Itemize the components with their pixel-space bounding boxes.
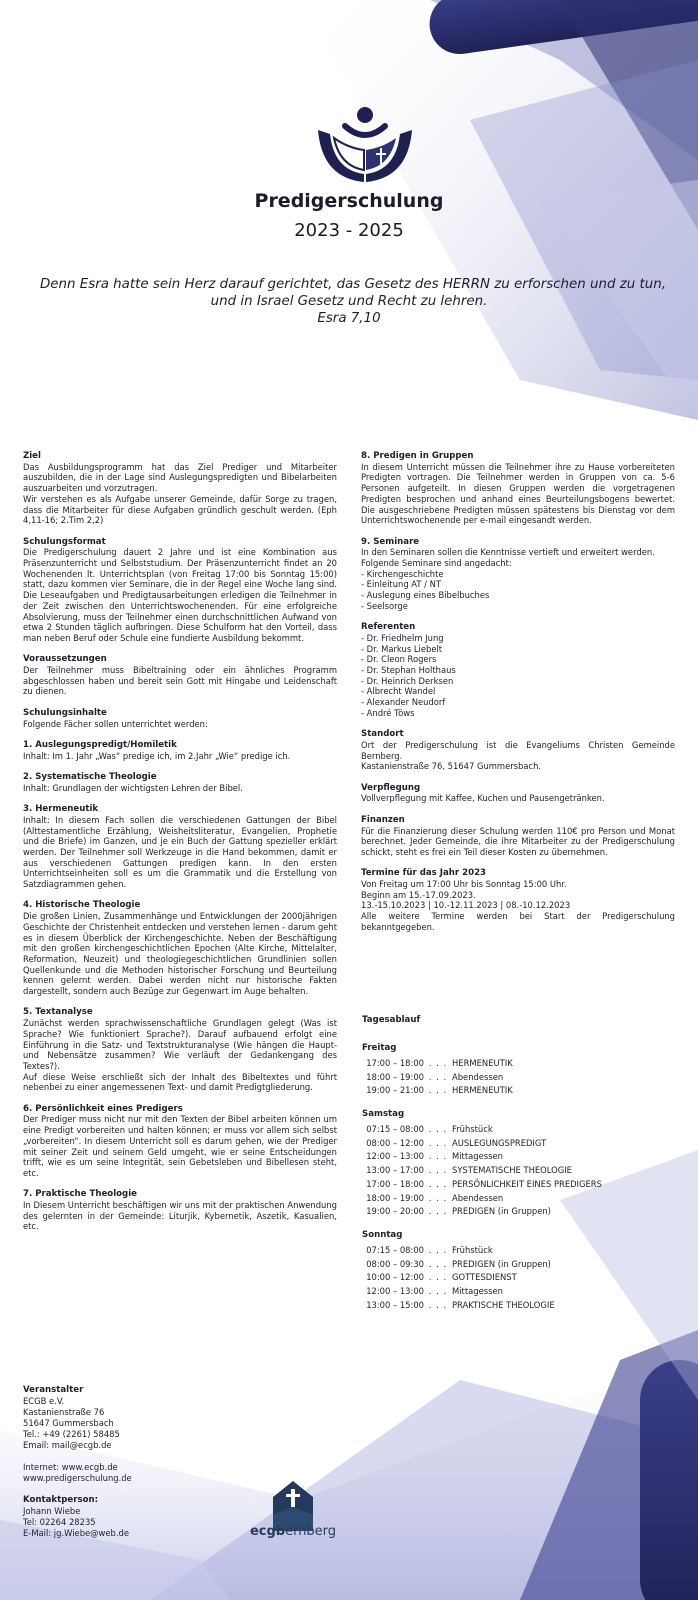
section-text: Für die Finanzierung dieser Schulung werden 110€ pro Person und Monat berechnet. Jeder Gemeinde, die ihre Mitarbeiter zu der Predigerschulung schickt, steht es frei ein Teil dieser Kosten zu übernehmen. (361, 825, 675, 857)
section-text: Kastanienstraße 76, 51647 Gummersbach. (361, 761, 542, 772)
section-title: Veranstalter (23, 1385, 84, 1395)
contact-name: Johann Wiebe (23, 1506, 81, 1516)
kontakt-block (23, 1495, 263, 1539)
dots: . . . (428, 1272, 448, 1283)
time: 10:00 – 12:00 (366, 1272, 424, 1283)
section-text: Von Freitag um 17:00 Uhr bis Sonntag 15:00 Uhr. (361, 879, 567, 890)
dots: . . . (428, 1244, 448, 1255)
activity: HERMENEUTIK (452, 1058, 513, 1068)
section-text: Das Ausbildungsprogramm hat das Ziel Prediger und Mitarbeiter auszubilden, die in der Lage sind Auslegungspredigten und Bibelarbeiten auszuarbeiten und vorzutragen. (23, 461, 337, 494)
dots: . . . (428, 1151, 448, 1162)
wordmark-rest: ernberg (285, 1524, 337, 1539)
section-text: Die Predigerschulung dauert 2 Jahre und ist eine Kombination aus Präsenzunterricht und Selbststudium. Der Präsenzunterricht findet an 20 Wochenenden lt. Unterrichtsplan (von Freitag 17:00 bis Sonntag 15:00) statt, dazu kommen vier Seminare, die in der Regel eine Woche lang sind. Die Leseaufgaben und Predigtausarbeitungen erledigen die Teilnehmer in der Zeit zwischen den Unterrichtswochenenden. Für eine erfolgreiche Absolvierung, muss der Teilnehmer einen durchschnittlichen Aufwand von etwa 2 Stunden täglich aufbringen. Diese Schulform hat den Vorteil, dass man neben Beruf oder Schule eine fundierte Ausbildung bekommt. (23, 547, 337, 643)
veranstalter-block (23, 1385, 263, 1451)
footer-contact (23, 1385, 263, 1550)
section-text: Ort der Predigerschulung ist die Evangeliums Christen Gemeinde Bernberg. (361, 739, 675, 761)
section-title: Verpflegung (361, 782, 421, 793)
time: 12:00 – 13:00 (366, 1285, 424, 1296)
section-predigen-in-gruppen (361, 451, 675, 526)
left-column (23, 451, 337, 1243)
dots: . . . (428, 1137, 448, 1148)
section-title: 9. Seminare (361, 536, 420, 547)
dots: . . . (428, 1058, 448, 1068)
org-street: Kastanienstraße 76 (23, 1407, 105, 1417)
section-title: 6. Persönlichkeit eines Predigers (23, 1103, 183, 1114)
section-title: Finanzen (361, 814, 405, 825)
schedule-row (362, 1244, 682, 1258)
section-text: Wir verstehen es als Aufgabe unserer Gemeinde, dafür Sorge zu tragen, dass die Mitarbeiter für diese Aufgaben gründlich geschult werden. (Eph 4,11-16; 2.Tim 2,2) (23, 493, 337, 526)
section-text: Inhalt: In diesem Fach sollen die verschiedenen Gattungen der Bibel (Alttestamentliche Erzählung, Weisheitsliteratur, Evangelien, Prophetie und die Briefe) im Ganzen, und je ein Buch der Gattung spezieller erklärt werden. Der Teilnehmer soll Werkzeuge in die Hand bekommen, damit er aus verschiedenen Gattungen predigen kann. In den ersten Unterrichtseinheiten soll es um die Grammatik und die Erstellung von Satzdiagrammen gehen. (23, 814, 337, 890)
schedule-row (362, 1137, 682, 1151)
time: 07:15 – 08:00 (366, 1244, 424, 1255)
activity: AUSLEGUNGSPREDIGT (452, 1137, 547, 1148)
day-name: Sonntag (362, 1229, 403, 1240)
list-item: - Alexander Neudorf (361, 697, 446, 708)
section-finanzen (361, 815, 675, 858)
time: 08:00 – 09:30 (366, 1258, 424, 1269)
time: 07:15 – 08:00 (366, 1124, 424, 1135)
org-city: 51647 Gummersbach (23, 1418, 114, 1428)
section-standort (361, 729, 675, 772)
page-years: 2023 - 2025 (294, 220, 404, 241)
section-title: Schulungsformat (23, 536, 106, 547)
activity: GOTTESDIENST (452, 1272, 517, 1283)
dots: . . . (428, 1071, 448, 1082)
quote-line-2: und in Israel Gesetz und Recht zu lehren. (210, 294, 488, 309)
activity: Abendessen (452, 1071, 504, 1082)
bible-quote (40, 276, 666, 327)
section-persoenlichkeit (23, 1104, 337, 1179)
activity: PREDIGEN (in Gruppen) (452, 1206, 551, 1217)
section-text: In den Seminaren sollen die Kenntnisse vertieft und erweitert werden. (361, 547, 655, 558)
activity: Mittagessen (452, 1151, 503, 1162)
activity: Frühstück (452, 1244, 493, 1255)
wordmark-bold: ecgb (249, 1524, 286, 1539)
section-historische-theologie (23, 900, 337, 996)
schedule-row (362, 1178, 682, 1192)
section-text: 13.-15.10.2023 | 10.-12.11.2023 | 08.-10.12.2023 (361, 900, 571, 911)
section-title: 5. Textanalyse (23, 1007, 93, 1018)
section-voraussetzungen (23, 654, 337, 697)
section-praktische-theologie (23, 1189, 337, 1232)
section-schulungsinhalte (23, 708, 337, 729)
schedule-row (362, 1164, 682, 1178)
list-item: - Dr. Stephan Holthaus (361, 665, 456, 676)
dots: . . . (428, 1178, 448, 1189)
schedule-row (362, 1084, 682, 1098)
time: 12:00 – 13:00 (366, 1151, 424, 1162)
time: 18:00 – 19:00 (366, 1071, 424, 1082)
day-name: Freitag (362, 1043, 397, 1053)
time: 18:00 – 19:00 (366, 1192, 424, 1203)
org-phone: Tel.: +49 (2261) 58485 (23, 1429, 120, 1439)
list-item: - Dr. Cleon Rogers (361, 654, 437, 665)
schedule-row (362, 1285, 682, 1299)
section-title: Voraussetzungen (23, 654, 107, 665)
dots: . . . (428, 1124, 448, 1135)
time: 19:00 – 21:00 (366, 1085, 424, 1096)
section-text: Folgende Seminare sind angedacht: (361, 558, 512, 569)
section-schulungsformat (23, 537, 337, 644)
section-text: Der Prediger muss nicht nur mit den Texten der Bibel arbeiten können um eine Predigt vorbereiten und halten können; er muss vor allem sich selbst „vorbereiten“. In diesem Unterricht soll es darum gehen, wie der Prediger mit seiner Zeit und seinem Geld umgeht, wie er seine Entscheidungen trifft, wie es um seine Integrität, sein Gebetsleben und Bibellesen steht, etc. (23, 1114, 337, 1178)
time: 13:00 – 17:00 (366, 1165, 424, 1176)
section-text: Inhalt: Im 1. Jahr „Was“ predige ich, im 2.Jahr „Wie“ predige ich. (23, 750, 291, 761)
list-item: - Auslegung eines Bibelbuches (361, 590, 490, 601)
list-item: - Dr. Markus Liebelt (361, 643, 443, 654)
schedule-row (362, 1150, 682, 1164)
section-text: Die großen Linien, Zusammenhänge und Entwicklungen der 2000jährigen Geschichte der Christenheit entdecken und verstehen lernen - darum geht es in diesem Überblick der Kirchengeschichte. Neben der Beschäftigung mit den großen kirchengeschichtlichen Epochen (Alte Kirche, Mittelalter, Reformation, Neuzeit) und theologiegeschichtlichen Grundlinien sollen Quellenkunde und die Methoden historischer Forschung und Beurteilung kennen gelernt werden. Dabei werden nicht nur historische Fakten dargestellt, sondern auch Bezüge zur Gegenwart im Auge behalten. (23, 911, 337, 997)
list-item: - Kirchengeschichte (361, 568, 444, 579)
section-text: Auf diese Weise erschließt sich der Inhalt des Bibeltextes und führt nebenbei zu einer angemessenen Text- und damit Predigtgliederung. (23, 1071, 337, 1093)
section-title: 3. Hermeneutik (23, 804, 99, 815)
activity: PRAKTISCHE THEOLOGIE (452, 1299, 555, 1310)
section-seminare (361, 537, 675, 612)
section-ziel (23, 451, 337, 526)
section-verpflegung (361, 783, 675, 804)
predigerschulung-logo (318, 104, 412, 186)
section-title: Standort (361, 729, 404, 740)
time: 08:00 – 12:00 (366, 1137, 424, 1148)
dots: . . . (428, 1258, 448, 1269)
schedule-row (362, 1123, 682, 1137)
section-text: Alle weitere Termine werden bei Start der Predigerschulung bekanntgegeben. (361, 911, 675, 932)
seminar-list (361, 569, 675, 612)
right-column (361, 451, 675, 943)
section-title: Termine für das Jahr 2023 (361, 868, 487, 879)
ecgb-wordmark (233, 1524, 353, 1539)
section-termine (361, 868, 675, 932)
list-item: - Dr. Friedhelm Jung (361, 632, 444, 643)
section-title: Kontaktperson: (23, 1495, 99, 1505)
dots: . . . (428, 1165, 448, 1176)
website-link[interactable]: Internet: www.ecgb.de (23, 1462, 118, 1472)
day-samstag (362, 1108, 682, 1219)
activity: PREDIGEN (in Gruppen) (452, 1258, 551, 1269)
activity: PERSÖNLICHKEIT EINES PREDIGERS (452, 1178, 602, 1189)
activity: SYSTEMATISCHE THEOLOGIE (452, 1165, 572, 1176)
section-title: 2. Systematische Theologie (23, 772, 157, 783)
section-title: 4. Historische Theologie (23, 900, 141, 911)
section-text: Folgende Fächer sollen unterrichtet werden: (23, 718, 208, 729)
website-link[interactable]: www.predigerschulung.de (23, 1473, 132, 1483)
internet-block (23, 1462, 263, 1484)
section-hermeneutik (23, 804, 337, 890)
section-title: Schulungsinhalte (23, 707, 107, 718)
daily-schedule (362, 1015, 682, 1322)
org-email: Email: mail@ecgb.de (23, 1440, 112, 1450)
section-title: 8. Predigen in Gruppen (361, 451, 474, 461)
time: 17:00 – 18:00 (366, 1058, 424, 1068)
activity: Frühstück (452, 1124, 493, 1135)
section-referenten (361, 622, 675, 718)
activity: Mittagessen (452, 1285, 503, 1296)
schedule-row (362, 1057, 682, 1071)
section-text: Vollverpflegung mit Kaffee, Kuchen und Pausengetränken. (361, 793, 605, 804)
section-title: 7. Praktische Theologie (23, 1189, 137, 1200)
org-name: ECGB e.V. (23, 1396, 65, 1406)
section-text: Der Teilnehmer muss Bibeltraining oder ein ähnliches Programm abgeschlossen haben und bereit sein Gott mit Hingabe und Leidenschaft zu dienen. (23, 665, 337, 697)
quote-line-1: Denn Esra hatte sein Herz darauf gerichtet, das Gesetz des HERRN zu erforschen und zu tun, (40, 277, 666, 292)
page-title: Predigerschulung (254, 190, 444, 212)
section-text: Beginn am 15.-17.09.2023. (361, 889, 476, 900)
list-item: - Einleitung AT / NT (361, 579, 442, 590)
time: 17:00 – 18:00 (366, 1178, 424, 1189)
day-name: Samstag (362, 1109, 405, 1120)
activity: HERMENEUTIK (452, 1085, 513, 1096)
schedule-title: Tagesablauf (362, 1015, 421, 1025)
contact-email: E-Mail: jg.Wiebe@web.de (23, 1528, 129, 1538)
section-text: Inhalt: Grundlagen der wichtigsten Lehren der Bibel. (23, 782, 243, 793)
schedule-row (362, 1192, 682, 1206)
referenten-list (361, 633, 675, 719)
time: 13:00 – 15:00 (366, 1299, 424, 1310)
section-systematische-theologie (23, 772, 337, 793)
list-item: - Dr. Heinrich Derksen (361, 675, 454, 686)
schedule-row (362, 1299, 682, 1313)
section-title: Ziel (23, 451, 41, 461)
list-item: - Albrecht Wandel (361, 686, 436, 697)
schedule-row (362, 1071, 682, 1085)
day-sonntag (362, 1229, 682, 1312)
quote-reference: Esra 7,10 (317, 311, 381, 326)
schedule-row (362, 1258, 682, 1272)
dots: . . . (428, 1285, 448, 1296)
schedule-row (362, 1271, 682, 1285)
section-title: Referenten (361, 622, 416, 633)
time: 19:00 – 20:00 (366, 1206, 424, 1217)
section-text: In Diesem Unterricht beschäftigen wir uns mit der praktischen Anwendung des gelernten in der Gemeinde: Liturjik, Kybernetik, Aszetik, Kasualien, etc. (23, 1200, 337, 1232)
contact-phone: Tel: 02264 28235 (23, 1517, 96, 1527)
dots: . . . (428, 1299, 448, 1310)
day-freitag (362, 1042, 682, 1098)
schedule-row (362, 1205, 682, 1219)
list-item: - Seelsorge (361, 600, 408, 611)
dots: . . . (428, 1206, 448, 1217)
section-text: Zunächst werden sprachwissenschaftliche Grundlagen gelegt (Was ist Sprache? Wie funktioniert Sprache?). Darauf aufbauend erfolgt eine Einführung in die Satz- und Textstrukturanalyse (Wie hängen die Haupt- und Nebensätze zusammen? Wie verläuft der Gedankengang des Textes?). (23, 1018, 337, 1071)
section-text: In diesem Unterricht müssen die Teilnehmer ihre zu Hause vorbereiteten Predigten vortragen. Die Teilnehmer werden in Gruppen von ca. 5-6 Personen aufgeteilt. In diesen Gruppen werden die vorgetragenen Predigten besprochen und anhand eines Beurteilungsbogens bewertet. Die ausgeschriebene Predigten müssen spätestens bis Dienstag vor dem Unterrichtswochenende per e-mail eingesandt werden. (361, 461, 675, 526)
activity: Abendessen (452, 1192, 504, 1203)
section-title: 1. Auslegungspredigt/Homiletik (23, 739, 177, 750)
dots: . . . (428, 1085, 448, 1096)
dots: . . . (428, 1192, 448, 1203)
section-textanalyse (23, 1007, 337, 1093)
section-auslegungspredigt (23, 740, 337, 761)
list-item: - André Töws (361, 707, 415, 718)
